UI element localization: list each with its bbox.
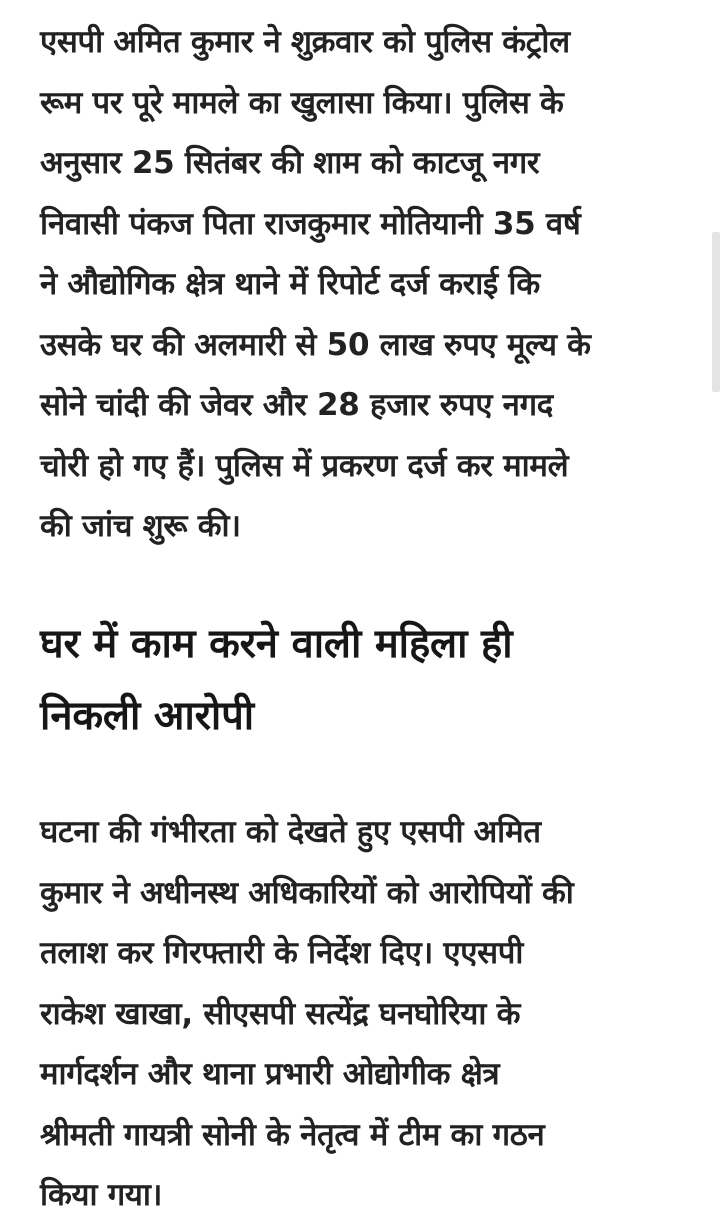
paragraph-line: मार्गदर्शन और थाना प्रभारी ओद्योगीक क्षेत्र	[40, 1056, 500, 1092]
paragraph-line: घटना की गंभीरता को देखते हुए एसपी अमित	[40, 814, 541, 850]
paragraph-line: निवासी पंकज पिता राजकुमार मोतियानी 35 वर्ष	[40, 205, 581, 242]
paragraph-line: चोरी हो गए हैं। पुलिस में प्रकरण दर्ज कर मामले	[40, 447, 569, 484]
paragraph-line: तलाश कर गिरफ्तारी के निर्देश दिए। एएसपी	[40, 935, 524, 971]
heading-line: निकली आरोपी	[40, 693, 254, 739]
scrollbar[interactable]	[712, 232, 720, 392]
paragraph-line: उसके घर की अलमारी से 50 लाख रुपए मूल्य के	[40, 326, 591, 363]
paragraph-line: एसपी अमित कुमार ने शुक्रवार को पुलिस कंट्रोल	[40, 24, 570, 60]
paragraph-line: कुमार ने अधीनस्थ अधिकारियों को आरोपियों की	[40, 874, 574, 911]
paragraph-line: राकेश खाखा, सीएसपी सत्येंद्र घनघोरिया के	[40, 995, 521, 1032]
heading-line: घर में काम करने वाली महिला ही	[40, 621, 513, 667]
article-paragraph-2	[40, 802, 574, 1226]
paragraph-line: किया गया।	[40, 1177, 163, 1213]
article-paragraph-1	[40, 12, 591, 557]
paragraph-line: ने औद्योगिक क्षेत्र थाने में रिपोर्ट दर्ज कराई कि	[40, 266, 540, 302]
paragraph-line: की जांच शुरू की।	[40, 508, 241, 544]
section-heading	[40, 608, 512, 752]
paragraph-line: श्रीमती गायत्री सोनी के नेतृत्व में टीम का गठन	[40, 1116, 545, 1153]
paragraph-line: रूम पर पूरे मामले का खुलासा किया। पुलिस के	[40, 84, 564, 121]
paragraph-line: सोने चांदी की जेवर और 28 हजार रुपए नगद	[40, 387, 553, 423]
paragraph-line: अनुसार 25 सितंबर की शाम को काटजू नगर	[40, 145, 540, 181]
